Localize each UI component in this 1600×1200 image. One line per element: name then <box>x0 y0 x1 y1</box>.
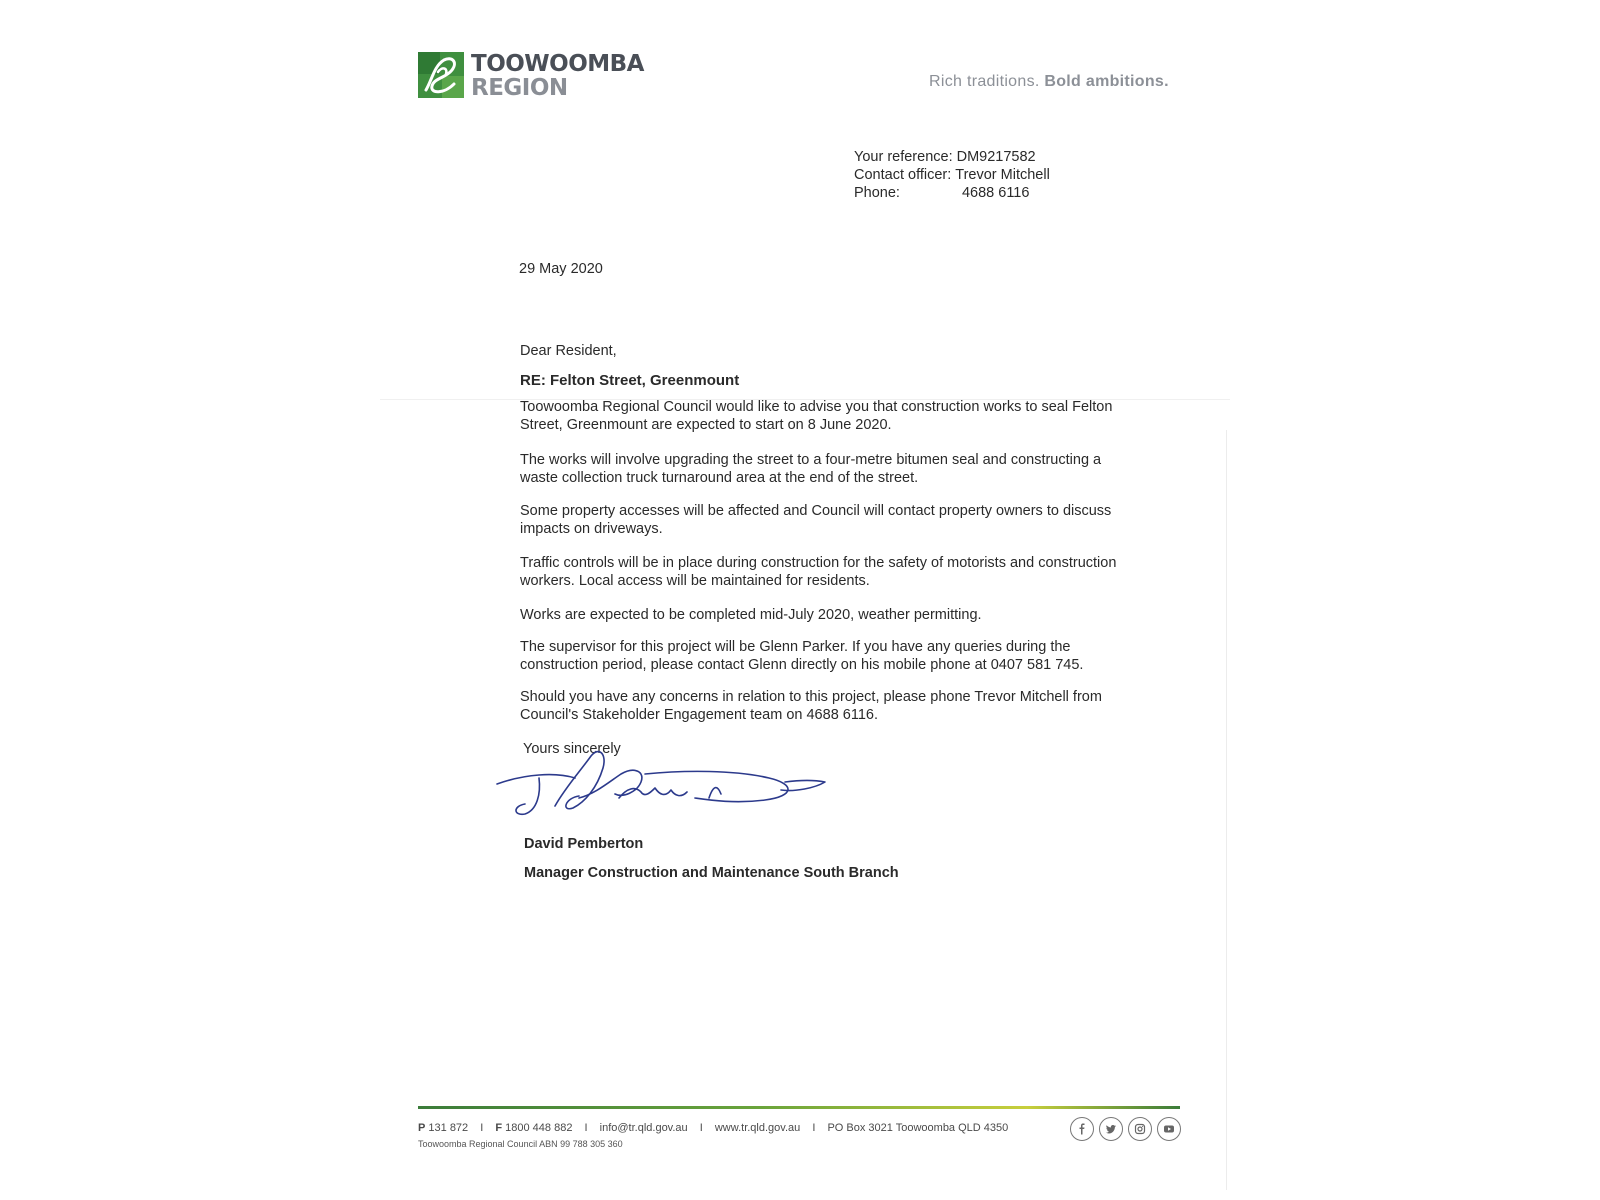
subject-line: RE: Felton Street, Greenmount <box>520 372 740 389</box>
your-reference-row <box>854 148 1050 166</box>
footer-rule <box>418 1106 1180 1109</box>
contact-officer-value: Trevor Mitchell <box>955 167 1050 183</box>
paragraph-property-access: Some property accesses will be affected and Council will contact property owners to discuss impacts on driveways. <box>520 503 1112 537</box>
social-icons <box>1070 1117 1181 1141</box>
footer-abn: Toowoomba Regional Council ABN 99 788 305 360 <box>418 1139 623 1149</box>
paragraph-supervisor: The supervisor for this project will be Glenn Parker. If you have any queries during the construction period, please contact Glenn directly on his mobile phone at 0407 581 745. <box>520 639 1084 673</box>
logo-wordmark <box>471 52 644 100</box>
footer-separator: I <box>812 1122 816 1134</box>
instagram-icon[interactable] <box>1128 1117 1152 1141</box>
closing: Yours sincerely <box>523 741 621 757</box>
footer-fax-label: F <box>495 1122 503 1134</box>
footer-contact-line <box>418 1122 1008 1134</box>
footer-separator: I <box>699 1122 703 1134</box>
logo-mark-icon <box>418 52 464 98</box>
council-logo <box>418 52 644 100</box>
paragraph-start-date: Toowoomba Regional Council would like to advise you that construction works to seal Felton Street, Greenmount are expected to start on 8 June 2020. <box>520 399 1113 433</box>
handwritten-signature <box>495 748 840 838</box>
tagline-part-2: Bold ambitions. <box>1044 73 1169 90</box>
signer-name: David Pemberton <box>524 836 644 852</box>
phone-row <box>854 184 1050 202</box>
footer-email[interactable]: info@tr.qld.gov.au <box>599 1122 688 1134</box>
footer-phone-label: P <box>418 1122 426 1134</box>
logo-word-toowoomba: TOOWOOMBA <box>471 51 644 77</box>
youtube-icon[interactable] <box>1157 1117 1181 1141</box>
paragraph-works-scope: The works will involve upgrading the street to a four-metre bitumen seal and constructing a waste collection truck turnaround area at the end of the street. <box>520 452 1102 486</box>
footer-separator: I <box>480 1122 484 1134</box>
contact-officer-label: Contact officer: <box>854 167 952 183</box>
council-tagline <box>929 73 1169 91</box>
paragraph-concerns: Should you have any concerns in relation to this project, please phone Trevor Mitchell from Council's Stakeholder Engagement team on 4688 6116. <box>520 689 1102 723</box>
paragraph-traffic-controls: Traffic controls will be in place during construction for the safety of motorists and construction workers. Local access will be maintained for residents. <box>520 555 1117 589</box>
phone-label: Phone: <box>854 185 900 201</box>
footer-address: PO Box 3021 Toowoomba QLD 4350 <box>827 1122 1009 1134</box>
twitter-icon[interactable] <box>1099 1117 1123 1141</box>
scan-edge-line <box>1226 430 1227 1190</box>
footer-phone: 131 872 <box>428 1122 469 1134</box>
reference-block <box>854 148 1050 202</box>
logo-word-region: REGION <box>471 75 568 101</box>
phone-value: 4688 6116 <box>961 185 1030 201</box>
your-reference-value: DM9217582 <box>956 149 1036 165</box>
tagline-part-1: Rich traditions. <box>929 73 1040 90</box>
paragraph-completion: Works are expected to be completed mid-July 2020, weather permitting. <box>520 607 982 623</box>
footer-website[interactable]: www.tr.qld.gov.au <box>714 1122 801 1134</box>
contact-officer-row <box>854 166 1050 184</box>
footer-fax: 1800 448 882 <box>505 1122 573 1134</box>
your-reference-label: Your reference: <box>854 149 953 165</box>
footer-separator: I <box>584 1122 588 1134</box>
signer-title: Manager Construction and Maintenance South Branch <box>524 865 899 881</box>
facebook-icon[interactable] <box>1070 1117 1094 1141</box>
salutation: Dear Resident, <box>520 343 617 359</box>
letter-date: 29 May 2020 <box>519 261 603 277</box>
